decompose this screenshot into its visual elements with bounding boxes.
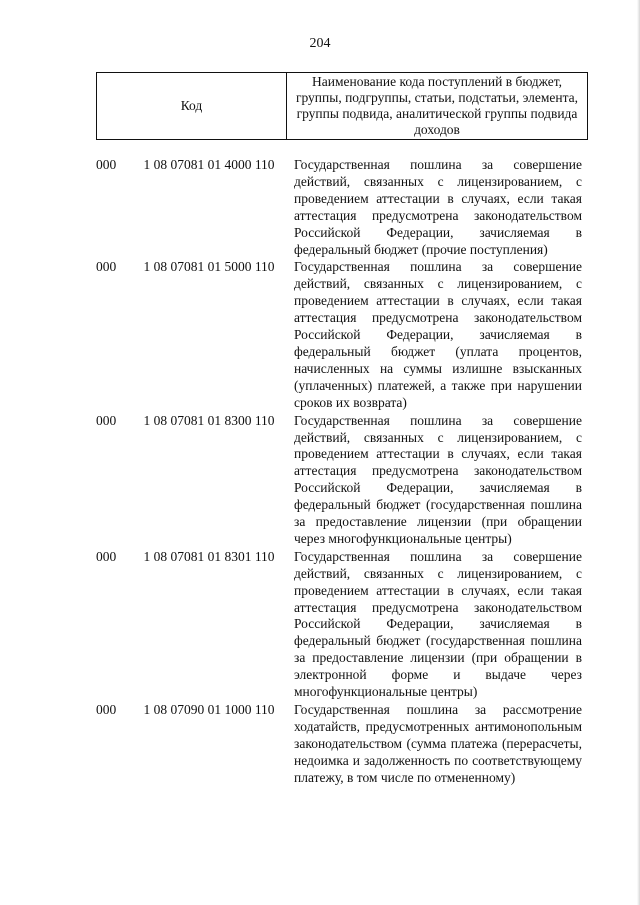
table-row: [96, 413, 588, 548]
table-body: [96, 157, 588, 787]
row-description: Государственная пошлина за совершение действий, связанных с лицензированием, с проведением аттестации в случаях, если такая аттестация предусмотрена законодательством Российской Федерации, зачисляемая в федеральный бюджет (государственная пошлина за предоставление лицензии (при обращении в электронной форме и выдаче через многофункциональные центры): [294, 548, 582, 700]
row-admin-code: 000: [96, 157, 117, 172]
row-description: Государственная пошлина за совершение действий, связанных с лицензированием, с проведением аттестации в случаях, если такая аттестация предусмотрена законодательством Российской Федерации, зачисляемая в федеральный бюджет (уплата процентов, начисленных на суммы излишне взысканных (уплаченных) платежей, а также при нарушении сроков их возврата): [294, 259, 582, 410]
row-budget-code: 1 08 07081 01 4000 110: [143, 157, 275, 172]
header-code-label: Код: [97, 73, 287, 139]
row-budget-code: 1 08 07090 01 1000 110: [143, 702, 275, 717]
row-description: Государственная пошлина за совершение действий, связанных с лицензированием, с проведением аттестации в случаях, если такая аттестация предусмотрена законодательством Российской Федерации, зачисляемая в федеральный бюджет (прочие поступления): [294, 157, 582, 257]
row-admin-code: 000: [96, 412, 117, 428]
page-number: 204: [309, 36, 331, 51]
table-row: [96, 549, 588, 701]
row-description: Государственная пошлина за рассмотрение ходатайств, предусмотренных антимонопольным законодательством (сумма платежа (перерасчеты, недоимка и задолженность по соответствующему платежу, в том числе по отмененному): [294, 702, 582, 785]
row-admin-code: 000: [96, 702, 117, 717]
header-name-label: Наименование кода поступлений в бюджет, группы, подгруппы, статьи, подстатьи, элемента, группы подвида, аналитической группы подвида доходов: [295, 74, 579, 137]
row-admin-code: 000: [96, 259, 117, 275]
table-header: [96, 72, 588, 140]
table-row: [96, 157, 588, 258]
row-admin-code: 000: [96, 548, 117, 564]
table-row: [96, 702, 588, 787]
row-budget-code: 1 08 07081 01 5000 110: [143, 259, 275, 275]
table-row: [96, 259, 588, 411]
row-budget-code: 1 08 07081 01 8300 110: [143, 412, 275, 428]
row-budget-code: 1 08 07081 01 8301 110: [143, 548, 275, 564]
row-description: Государственная пошлина за совершение действий, связанных с лицензированием, с проведением аттестации в случаях, если такая аттестация предусмотрена законодательством Российской Федерации, зачисляемая в федеральный бюджет (государственная пошлина за предоставление лицензии (при обращении через многофункциональные центры): [294, 412, 582, 546]
